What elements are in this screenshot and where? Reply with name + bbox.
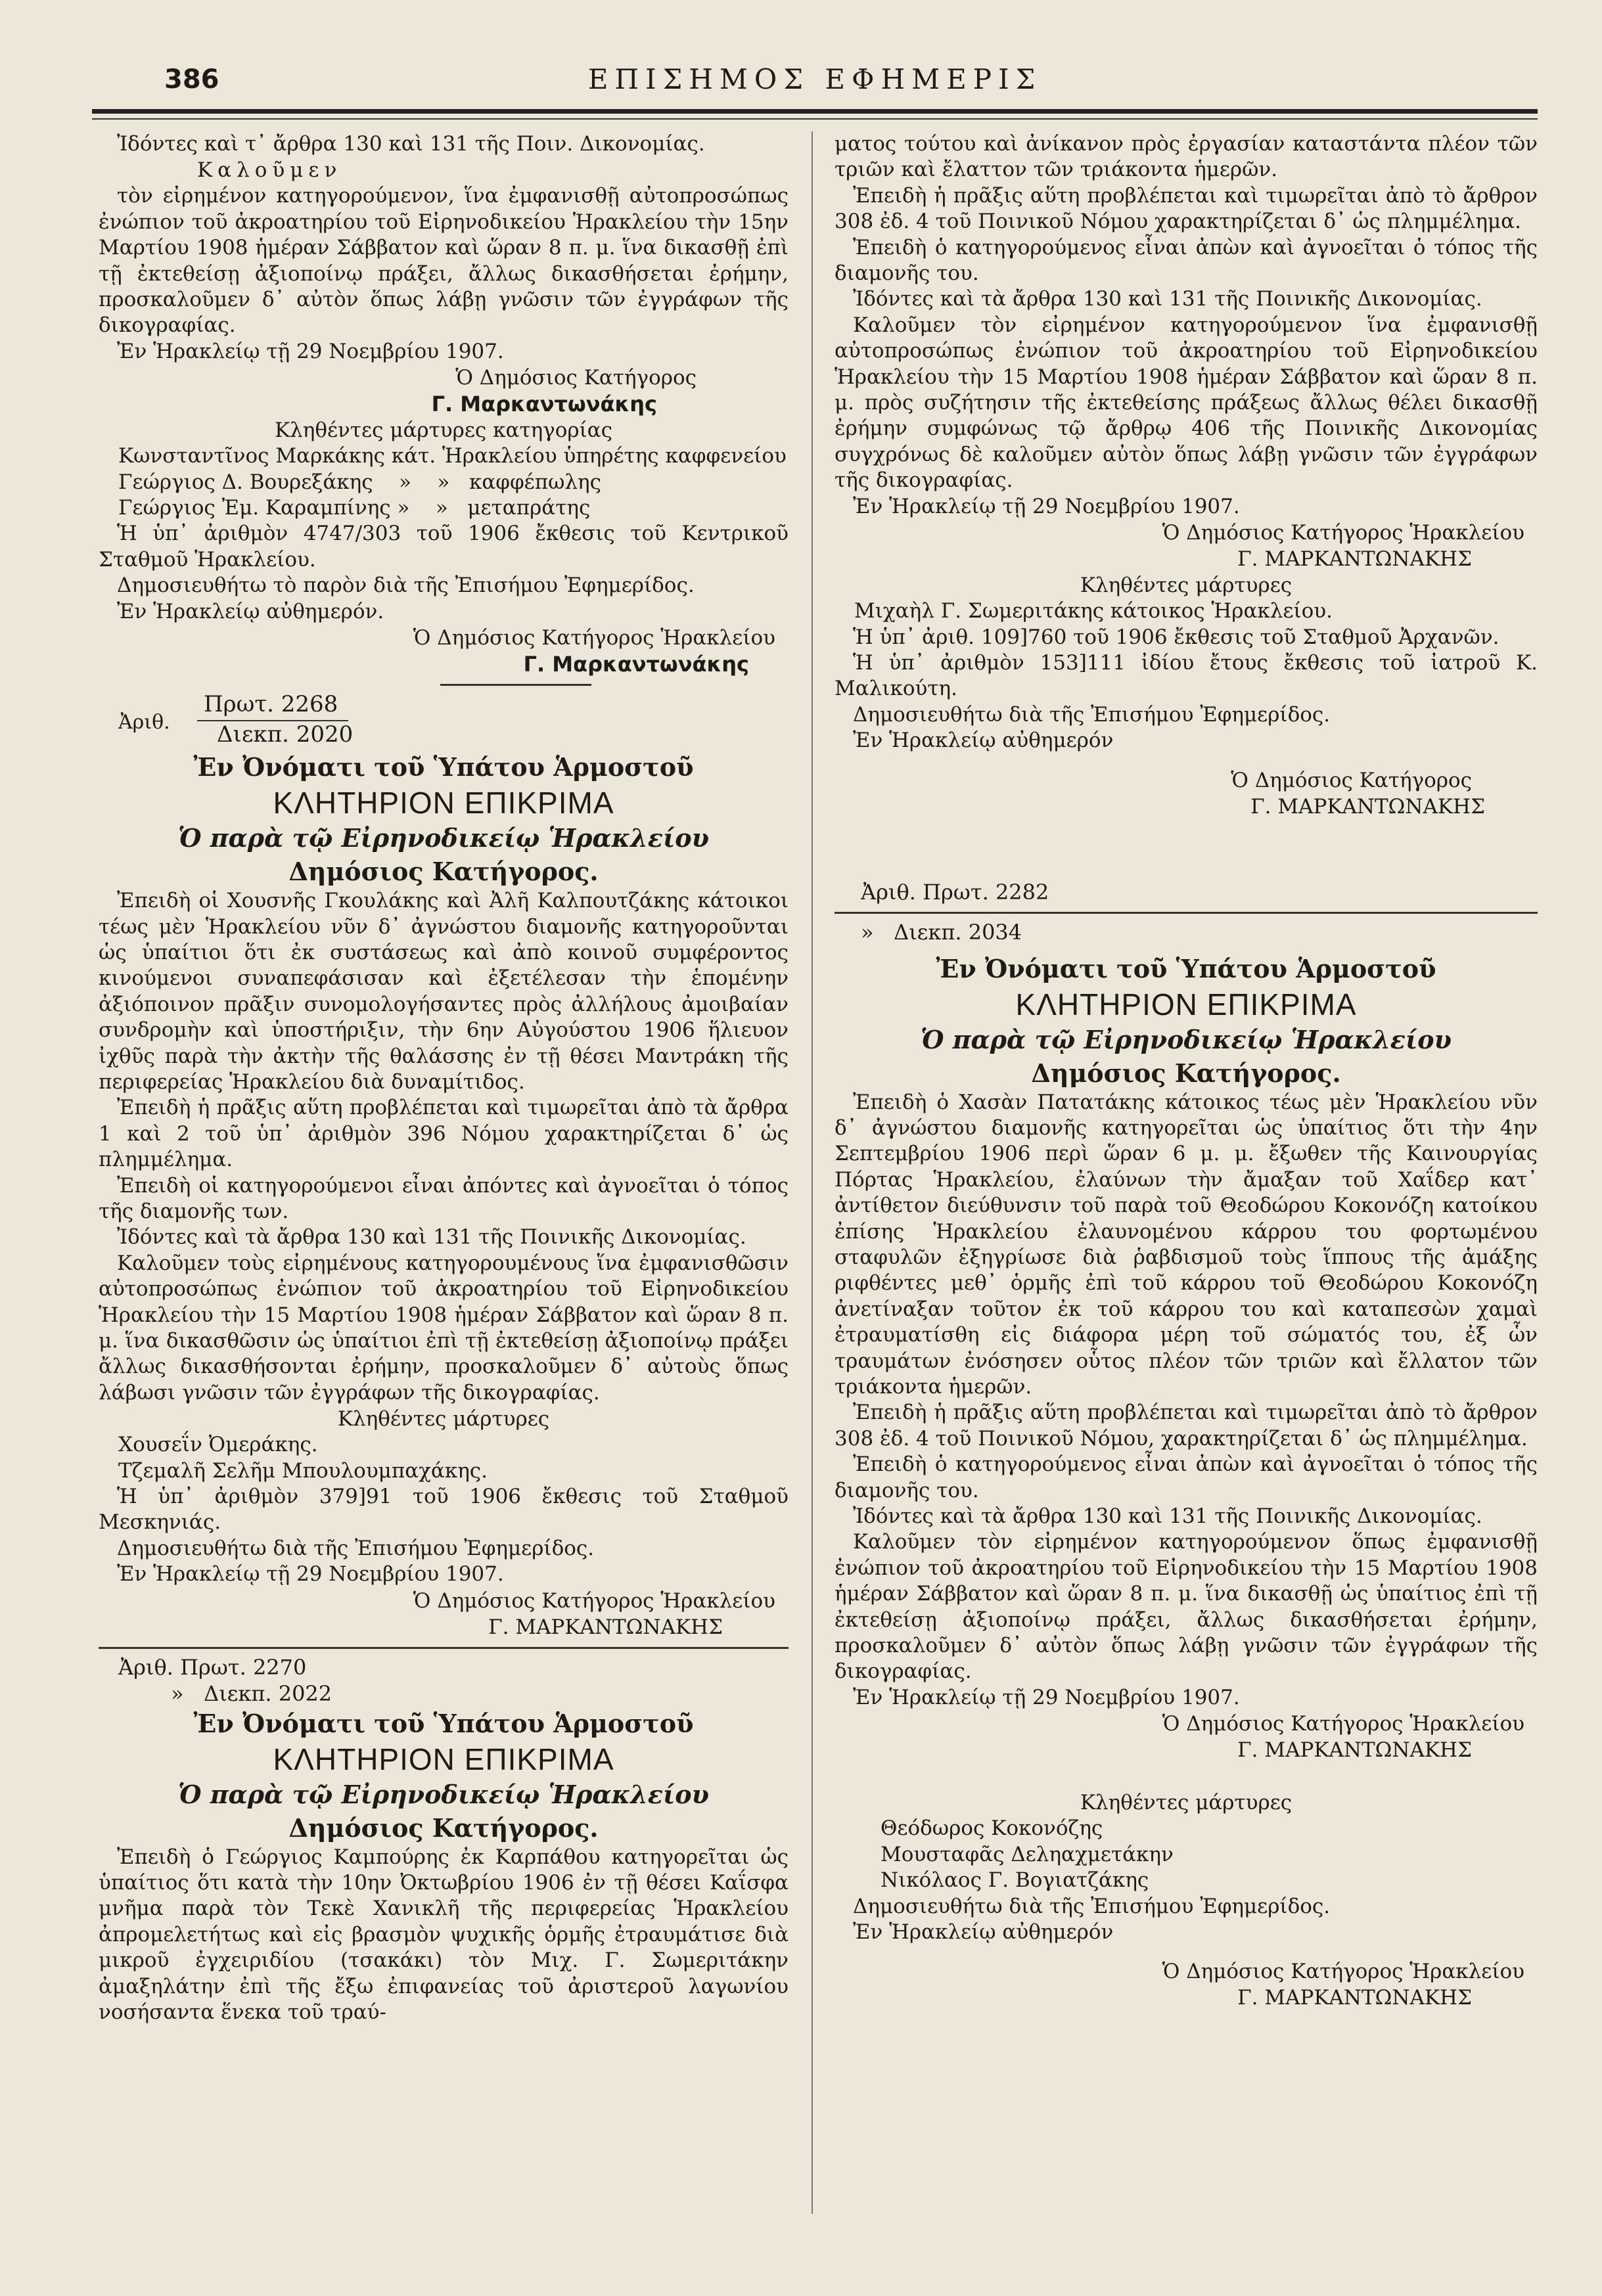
- reference-label: Ἀριθ.: [118, 711, 170, 734]
- column-divider: [812, 131, 813, 2214]
- witnesses-heading: Κληθέντες μάρτυρες κατηγορίας: [274, 418, 613, 443]
- intro-paragraph: τὸν εἰρημένον κατηγορούμενον, ἵνα ἐμφανισθῇ αὐτοπροσώπως ἐνώπιον τοῦ ἀκροατηρίου τοῦ Εἰρηνοδικείου Ἡρακλείου τὴν 15ην Μαρτίου 1908 ἡμέραν Σάββατον καὶ ὥραν 8 π. μ. ἵνα δικασθῇ ἐπὶ τῇ ἐκτεθείσῃ ἀξιοποίνῳ πράξει, ἄλλως δικασθήσεται ἐρήμην, προσκαλοῦμεν δ᾽ αὐτὸν ὅπως λάβῃ γνῶσιν τῶν ἐγγράφων τῆς δικογραφίας.: [99, 184, 789, 338]
- date-line: Ἐν Ἡρακλείῳ τῇ 29 Νοεμβρίου 1907.: [853, 494, 1240, 518]
- page-number: 386: [164, 64, 219, 95]
- intro-paragraph: Ἰδόντες καὶ τ᾽ ἄρθρα 130 καὶ 131 τῆς Ποιν. Δικονομίας.: [117, 132, 705, 156]
- act-court: Ὁ παρὰ τῷ Εἰρηνοδικείῳ Ἡρακλείου: [177, 1779, 710, 1809]
- witness-line: Θεόδωρος Κοκονόζης: [881, 1816, 1103, 1841]
- act-prosecutor: Δημόσιος Κατήγορος.: [1031, 1058, 1341, 1088]
- act-invocation: Ἐν Ὀνόματι τοῦ Ὑπάτου Ἁρμοστοῦ: [936, 953, 1436, 983]
- act-body-paragraph: Ἐπειδὴ ὁ κατηγορούμενος εἶναι ἀπὼν καὶ ἀγνοεῖται ὁ τόπος τῆς διαμονῆς του.: [835, 1452, 1538, 1502]
- signature-name: Γ. ΜΑΡΚΑΝΤΩΝΑΚΗΣ: [1237, 1986, 1472, 2010]
- act-body-paragraph: Ἐπειδὴ ἡ πρᾶξις αὕτη προβλέπεται καὶ τιμωρεῖται ἀπὸ τὸ ἄρθρον 308 ἐδ. 4 τοῦ Ποινικοῦ Νόμου, χαρακτηρίζεται δ᾽ ὡς πλημμέλημα.: [835, 1401, 1538, 1451]
- witness-line: Χουσεΐν Ὀμεράκης.: [118, 1433, 318, 1457]
- page-header: [92, 58, 1538, 104]
- date-line: Ἐν Ἡρακλείῳ τῇ 29 Νοεμβρίου 1907.: [117, 1562, 504, 1587]
- signature-name: Γ. Μαρκαντωνάκης: [431, 392, 657, 417]
- intro-call-heading: Καλοῦμεν: [197, 158, 342, 183]
- publish-line: Δημοσιευθήτω τὸ παρὸν διὰ τῆς Ἐπισήμου Ἐφημερίδος.: [117, 574, 695, 598]
- act-witnesses-heading: Κληθέντες μάρτυρες: [1080, 1791, 1293, 1815]
- continued-paragraph: Ἰδόντες καὶ τὰ ἄρθρα 130 καὶ 131 τῆς Ποινικῆς Δικονομίας.: [853, 287, 1482, 311]
- signature-name: Γ. ΜΑΡΚΑΝΤΩΝΑΚΗΣ: [1250, 794, 1485, 819]
- act-body-paragraph: Ἐπειδὴ οἱ κατηγορούμενοι εἶναι ἀπόντες καὶ ἀγνοεῖται ὁ τόπος τῆς διαμονῆς των.: [99, 1173, 789, 1223]
- act-invocation: Ἐν Ὀνόματι τοῦ Ὑπάτου Ἁρμοστοῦ: [193, 1708, 694, 1738]
- act-body-paragraph: Καλοῦμεν τὸν εἰρημένον κατηγορούμενον ὅπως ἐμφανισθῇ ἐνώπιον τοῦ ἀκροατηρίου τοῦ Εἰρηνοδικείου τὴν 15 Μαρτίου 1908 ἡμέραν Σάββατον καὶ ὥραν 8 π. μ. ἵνα δικασθῇ ὡς ὑπαίτιος ἐπὶ τῇ ἐκτεθείσῃ ἀξιοποίνῳ πράξει, ἄλλως δικασθήσεται ἐρήμην, προσκαλοῦμεν δ᾽ αὐτὸν ὅπως λάβῃ γνῶσιν τῶν ἐγγράφων τῆς δικογραφίας.: [835, 1530, 1538, 1684]
- report-line: Ἡ ὑπ᾽ ἀριθμὸν 153]111 ἰδίου ἔτους ἔκθεσις τοῦ ἰατροῦ Κ. Μαλικούτη.: [835, 650, 1538, 701]
- intro-date: Ἐν Ἡρακλείῳ τῇ 29 Νοεμβρίου 1907.: [117, 339, 504, 363]
- signature-name: Γ. ΜΑΡΚΑΝΤΩΝΑΚΗΣ: [1237, 547, 1472, 572]
- act-body-paragraph: Ἐπειδὴ ὁ Γεώργιος Καμπούρης ἐκ Καρπάθου κατηγορεῖται ὡς ὑπαίτιος ὅτι κατὰ τὴν 10ην Ὀκτωβρίου 1906 ἐν τῇ θέσει Καΐσφα μνῆμα παρὰ τὸν Τεκὲ Χανικλῆ τῆς περιφερείας Ἡρακλείου ἀπρομελετήτως καὶ εἰς βρασμὸν ψυχικῆς ὁρμῆς ἐτραυμάτισε διὰ μικροῦ ἐγχειριδίου (τσακάκι) τὸν Μιχ. Γ. Σωμεριτάκην ἀμαξηλάτην ἐπὶ τῆς ἔξω ἐπιφανείας τοῦ ἀριστεροῦ λαγωνίου νοσήσαντα ἕνεκα τοῦ τραύ-: [99, 1845, 789, 2025]
- act-body-paragraph: Ἰδόντες καὶ τὰ ἄρθρα 130 καὶ 131 τῆς Ποινικῆς Δικονομίας.: [117, 1225, 746, 1249]
- header-rule-thick: [92, 109, 1538, 114]
- act-title: ΚΛΗΤΗΡΙΟΝ ΕΠΙΚΡΙΜΑ: [273, 786, 614, 821]
- report-line: Ἡ ὑπ᾽ ἀριθμὸν 4747/303 τοῦ 1906 ἔκθεσις τοῦ Κεντρικοῦ Σταθμοῦ Ἡρακλείου.: [99, 522, 789, 572]
- section-separator: [440, 684, 591, 686]
- header-rule-thin: [92, 118, 1538, 120]
- act-body-paragraph: Ἐπειδὴ ὁ Χασὰν Πατατάκης κάτοικος τέως μὲν Ἡρακλείου νῦν δ᾽ ἀγνώστου διαμονῆς κατηγορεῖται ὡς ὑπαίτιος ὅτι τὴν 4ην Σεπτεμβρίου 1906 περὶ ὥραν 6 μ. μ. ἔξωθεν τῆς Καινουργίας Πόρτας Ἡρακλείου, ἐλαύνων τὴν ἄμαξαν τοῦ Χαΐδερ κατ᾽ ἀντίθετον διεύθυνσιν τοῦ παρὰ τοῦ Θεοδώρου Κοκονόζη κατοίκου ἐπίσης Ἡρακλείου ἐλαυνομένου κάρρου του φορτωμένου σταφυλῶν ἐξηγρίωσε διὰ ῥαβδισμοῦ τοὺς ἵππους τῆς ἁμάξης ριφθέντες μεθ᾽ ὁρμῆς ἐπὶ τοῦ κάρρου τοῦ Θεοδώρου Κοκονόζη ἀνετίναξαν τοῦτον ἐκ τοῦ κάρρου του καὶ καταπεσὼν χαμαὶ ἐτραυματίσθη εἰς διάφορα μέρη τοῦ σώματός του, ἐξ ὧν τραυμάτων ἐνόσησεν οὗτος πλέον τῶν τριῶν καὶ ἔλλατον τῶν τριάκοντα ἡμερῶν.: [835, 1090, 1538, 1399]
- act-title: ΚΛΗΤΗΡΙΟΝ ΕΠΙΚΡΙΜΑ: [1015, 987, 1357, 1022]
- continued-paragraph: Καλοῦμεν τὸν εἰρημένον κατηγορούμενον ἵνα ἐμφανισθῇ αὐτοπροσώπως ἐνώπιον τοῦ ἀκροατηρίου τοῦ Εἰρηνοδικείου Ἡρακλείου τὴν 15 Μαρτίου 1908 ἡμέραν Σάββατον καὶ ὥραν 8 π. μ. πρὸς συζήτησιν τῆς ἐκτεθείσης πράξεως ἄλλως θέλει δικασθῇ ἐρήμην συμφώνως τῷ ἄρθρῳ 406 τῆς Ποινικῆς Δικονομίας συγχρόνως δὲ καλοῦμεν αὐτὸν ὅπως λάβῃ γνῶσιν τῶν ἐγγράφων τῆς δικογραφίας.: [835, 313, 1538, 493]
- witness-line: Μουσταφᾶς Δεληαχμετάκην: [881, 1842, 1174, 1866]
- witness-line: Τζεμαλῆ Σελῆμ Μπουλουμπαχάκης.: [118, 1458, 488, 1483]
- reference-dispatch: » Διεκπ. 2034: [861, 919, 1022, 945]
- signature-role: Ὁ Δημόσιος Κατήγορος Ἡρακλείου: [1162, 1960, 1524, 1984]
- reference-protocol: Ἀριθ. Πρωτ. 2282: [861, 879, 1049, 905]
- reference-dispatch: Διεκπ. 2020: [217, 721, 354, 748]
- publish-line: Δημοσιευθήτω διὰ τῆς Ἐπισήμου Ἐφημερίδος.: [117, 1536, 595, 1560]
- witnesses-heading: Κληθέντες μάρτυρες: [1080, 574, 1293, 598]
- signature-role: Ὁ Δημόσιος Κατήγορος Ἡρακλείου: [1162, 521, 1524, 545]
- place-line: Ἐν Ἡρακλείῳ αὐθημερόν.: [117, 599, 384, 623]
- newspaper-title: ΕΠΙΣΗΜΟΣ ΕΦΗΜΕΡΙΣ: [587, 63, 1042, 95]
- witness-line: Μιχαὴλ Γ. Σωμεριτάκης κάτοικος Ἡρακλείου.: [854, 599, 1333, 623]
- publish-line: Δημοσιευθήτω διὰ τῆς Ἐπισήμου Ἐφημερίδος.: [853, 702, 1331, 727]
- date-line: Ἐν Ἡρακλείῳ τῇ 29 Νοεμβρίου 1907.: [853, 1685, 1240, 1709]
- act-body-paragraph: Ἐπειδὴ οἱ Χουσνῆς Γκουλάκης καὶ Ἀλῆ Καλπουτζάκης κάτοικοι τέως μὲν Ἡρακλείου νῦν δ᾽ ἀγνώστου διαμονῆς κατηγοροῦνται ὡς ὑπαίτιοι ὅτι ἐκ συστάσεως καὶ ἀπὸ κοινοῦ συμφέροντος κινούμενοι συναπεφάσισαν καὶ ἐξετέλεσαν τὴν ἑπομένην ἀξιόποινον πρᾶξιν συνομολογήσαντες πρὸς ἀλλήλους ἀμοιβαίαν συνδρομὴν καὶ ὑποστήριξιν, τὴν 6ην Αὐγούστου 1906 ἥλιευον ἰχθῦς παρὰ τὴν ἀκτὴν τῆς θαλάσσης ἐν τῇ θέσει Μαντράκη τῆς περιφερείας Ἡρακλείου διὰ δυναμίτιδος.: [99, 889, 789, 1094]
- reference-protocol: Πρωτ. 2268: [204, 691, 338, 718]
- act-court: Ὁ παρὰ τῷ Εἰρηνοδικείῳ Ἡρακλείου: [920, 1024, 1452, 1054]
- place-line: Ἐν Ἡρακλείῳ αὐθημερόν: [853, 1920, 1114, 1944]
- signature-role: Ὁ Δημόσιος Κατήγορος Ἡρακλείου: [413, 626, 775, 650]
- signature-role: Ὁ Δημόσιος Κατήγορος Ἡρακλείου: [413, 1588, 775, 1613]
- witness-line: Γεώργιος Δ. Βουρεξάκης » » καφφέπωλης: [118, 470, 601, 494]
- act-prosecutor: Δημόσιος Κατήγορος.: [288, 1812, 599, 1843]
- continued-paragraph: ματος τούτου καὶ ἀνίκανον πρὸς ἐργασίαν καταστάντα πλέον τῶν τριῶν καὶ ἔλαττον τῶν τριάκοντα ἡμερῶν.: [835, 132, 1538, 182]
- publish-line: Δημοσιευθήτω διὰ τῆς Ἐπισήμου Ἐφημερίδος.: [853, 1894, 1331, 1918]
- section-separator: [835, 912, 1538, 914]
- continued-paragraph: Ἐπειδὴ ὁ κατηγορούμενος εἶναι ἀπὼν καὶ ἀγνοεῖται ὁ τόπος τῆς διαμονῆς του.: [835, 235, 1538, 286]
- continued-paragraph: Ἐπειδὴ ἡ πρᾶξις αὕτη προβλέπεται καὶ τιμωρεῖται ἀπὸ τὸ ἄρθρον 308 ἐδ. 4 τοῦ Ποινικοῦ Νόμου χαρακτηρίζεται δ᾽ ὡς πλημμέλημα.: [835, 183, 1538, 234]
- act-prosecutor: Δημόσιος Κατήγορος.: [288, 857, 599, 887]
- left-column: [99, 131, 789, 2026]
- section-separator: [99, 1647, 789, 1649]
- signature-role: Ὁ Δημόσιος Κατήγορος Ἡρακλείου: [1162, 1712, 1524, 1736]
- report-line: Ἡ ὑπ᾽ ἀριθ. 109]760 τοῦ 1906 ἔκθεσις τοῦ Σταθμοῦ Ἀρχανῶν.: [853, 625, 1499, 649]
- witness-line: Κωνσταντῖνος Μαρκάκης κάτ. Ἡρακλείου ὑπηρέτης καφφενείου: [118, 444, 787, 468]
- act-body-paragraph: Καλοῦμεν τοὺς εἰρημένους κατηγορουμένους ἵνα ἐμφανισθῶσιν αὐτοπροσώπως ἐνώπιον τοῦ ἀκροατηρίου τοῦ Εἰρηνοδικείου Ἡρακλείου τὴν 15 Μαρτίου 1908 ἡμέραν Σάββατον καὶ ὥραν 8 π. μ. ἵνα δικασθῶσιν ὡς ὑπαίτιοι ἐπὶ τῇ ἐκτεθείσῃ ἀξιοποίνῳ πράξει ἄλλως δικασθήσονται ἐρήμην, προσκαλοῦμεν δ᾽ αὐτοὺς ὅπως λάβωσι γνῶσιν τῶν ἐγγράφων τῆς δικογραφίας.: [99, 1251, 789, 1405]
- act-title: ΚΛΗΤΗΡΙΟΝ ΕΠΙΚΡΙΜΑ: [273, 1742, 614, 1776]
- signature-name: Γ. Μαρκαντωνάκης: [523, 652, 749, 677]
- reference-dispatch: » Διεκπ. 2022: [171, 1680, 332, 1706]
- signature-role: Ὁ Δημόσιος Κατήγορος: [455, 366, 697, 390]
- signature-name: Γ. ΜΑΡΚΑΝΤΩΝΑΚΗΣ: [1237, 1738, 1472, 1763]
- report-line: Ἡ ὑπ᾽ ἀριθμὸν 379]91 τοῦ 1906 ἔκθεσις τοῦ Σταθμοῦ Μεσκηνιάς.: [99, 1485, 789, 1535]
- act-body-paragraph: Ἰδόντες καὶ τὰ ἄρθρα 130 καὶ 131 τῆς Ποινικῆς Δικονομίας.: [853, 1504, 1482, 1529]
- witness-line: Νικόλαος Γ. Βογιατζάκης: [881, 1868, 1149, 1893]
- reference-protocol: Ἀριθ. Πρωτ. 2270: [118, 1654, 307, 1680]
- act-witnesses-heading: Κληθέντες μάρτυρες: [337, 1407, 550, 1431]
- act-court: Ὁ παρὰ τῷ Εἰρηνοδικείῳ Ἡρακλείου: [177, 823, 710, 853]
- place-line: Ἐν Ἡρακλείῳ αὐθημερόν: [853, 729, 1114, 753]
- act-body-paragraph: Ἐπειδὴ ἡ πρᾶξις αὕτη προβλέπεται καὶ τιμωρεῖται ἀπὸ τὰ ἄρθρα 1 καὶ 2 τοῦ ὑπ᾽ ἀριθμὸν 396 Νόμου χαρακτηρίζεται δ᾽ ὡς πλημμέλημα.: [99, 1096, 789, 1172]
- right-column: [835, 131, 1538, 2011]
- signature-name: Γ. ΜΑΡΚΑΝΤΩΝΑΚΗΣ: [488, 1615, 723, 1639]
- witness-line: Γεώργιος Ἐμ. Καραμπίνης » » μεταπράτης: [118, 496, 591, 520]
- act-invocation: Ἐν Ὀνόματι τοῦ Ὑπάτου Ἁρμοστοῦ: [193, 752, 694, 782]
- signature-role: Ὁ Δημόσιος Κατήγορος: [1231, 768, 1472, 792]
- reference-block: [99, 691, 789, 750]
